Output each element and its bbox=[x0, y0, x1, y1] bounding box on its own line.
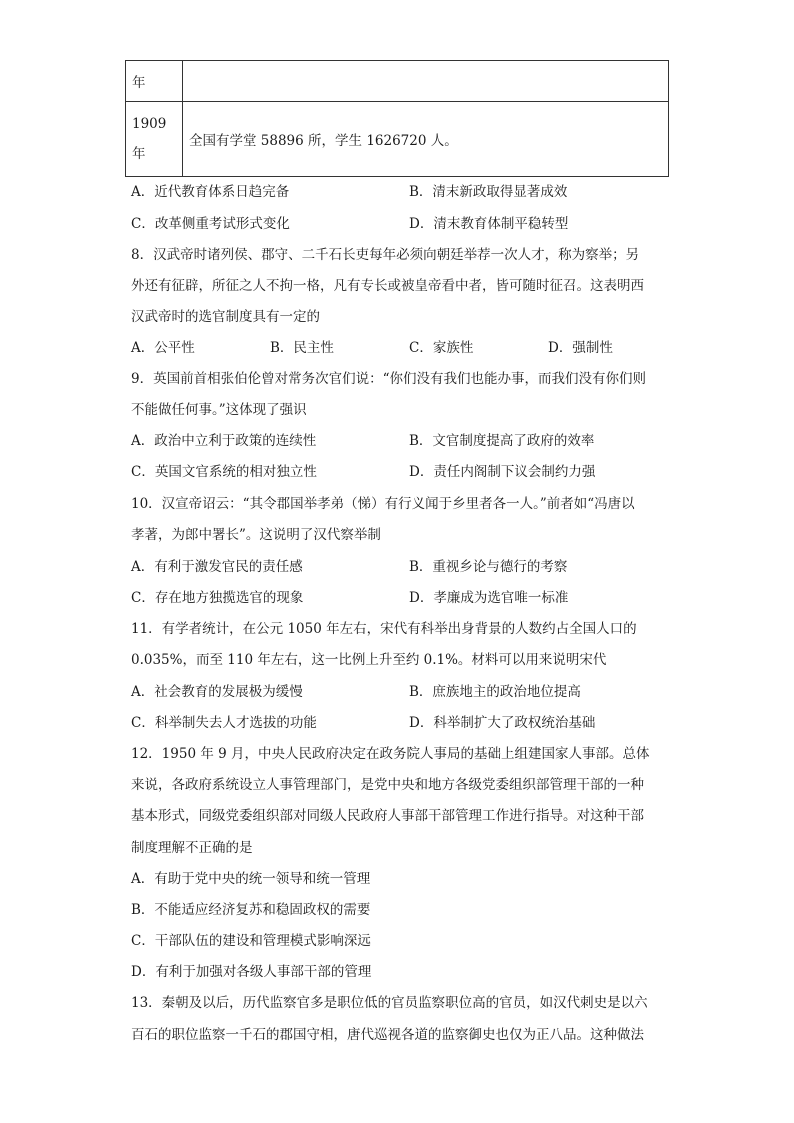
q12-stem-line: 基本形式，同级党委组织部对同级人民政府人事部干部管理工作进行指导。对这种干部 bbox=[131, 808, 644, 824]
table-row bbox=[126, 102, 669, 177]
q9-option-d: D．责任内阁制下议会制约力强 bbox=[409, 464, 596, 480]
q7-option-b: B．清末新政取得显著成效 bbox=[409, 184, 568, 200]
q9-option-b: B．文官制度提高了政府的效率 bbox=[409, 433, 595, 449]
content-cell: 全国有学堂 58896 所，学生 1626720 人。 bbox=[183, 102, 669, 177]
q11-stem-line: 0.035%，而至 110 年左右，这一比例上升至约 0.1%。材料可以用来说明宋代 bbox=[131, 652, 607, 668]
q8-stem-line: 汉武帝时的选官制度具有一定的 bbox=[131, 309, 320, 325]
q12-option-d: D．有利于加强对各级人事部干部的管理 bbox=[131, 964, 372, 980]
q12-stem-line: 来说，各政府系统设立人事管理部门，是党中央和地方各级党委组织部管理干部的一种 bbox=[131, 777, 644, 793]
q11-option-c: C．科举制失去人才选拔的功能 bbox=[131, 715, 317, 731]
q8-option-b: B．民主性 bbox=[270, 340, 334, 356]
q13-stem-line: 13．秦朝及以后，历代监察官多是职位低的官员监察职位高的官员，如汉代刺史是以六 bbox=[131, 995, 648, 1011]
year-cell: 1909 年 bbox=[126, 102, 183, 177]
q10-option-d: D．孝廉成为选官唯一标准 bbox=[409, 590, 569, 606]
education-table bbox=[125, 60, 669, 177]
q11-option-a: A．社会教育的发展极为缓慢 bbox=[131, 684, 303, 700]
q9-stem-line: 9．英国前首相张伯伦曾对常务次官们说：“你们没有我们也能办事，而我们没有你们则 bbox=[131, 371, 646, 387]
q8-stem-line: 外还有征辟，所征之人不拘一格，凡有专长或被皇帝看中者，皆可随时征召。这表明西 bbox=[131, 278, 644, 294]
q10-option-c: C．存在地方独揽选官的现象 bbox=[131, 590, 304, 606]
q11-stem-line: 11．有学者统计，在公元 1050 年左右，宋代有科举出身背景的人数约占全国人口的 bbox=[131, 621, 637, 637]
q7-option-a: A．近代教育体系日趋完备 bbox=[131, 184, 290, 200]
content-cell bbox=[183, 61, 669, 102]
q8-option-d: D．强制性 bbox=[548, 340, 613, 356]
q10-stem-line: 10．汉宣帝诏云：“其令郡国举孝弟（悌）有行义闻于乡里者各一人。”前者如“冯唐以 bbox=[131, 496, 635, 512]
q10-option-b: B．重视乡论与德行的考察 bbox=[409, 559, 568, 575]
q10-option-a: A．有利于激发官民的责任感 bbox=[131, 559, 303, 575]
q12-stem-line: 制度理解不正确的是 bbox=[131, 840, 253, 856]
q7-option-d: D．清末教育体制平稳转型 bbox=[409, 216, 569, 232]
q8-option-c: C．家族性 bbox=[409, 340, 474, 356]
q9-option-a: A．政治中立利于政策的连续性 bbox=[131, 433, 317, 449]
q10-stem-line: 孝著，为郎中署长”。这说明了汉代察举制 bbox=[131, 527, 381, 543]
q8-stem-line: 8．汉武帝时诸列侯、郡守、二千石长吏每年必须向朝廷举荐一次人才，称为察举；另 bbox=[131, 247, 640, 263]
q12-option-c: C．干部队伍的建设和管理模式影响深远 bbox=[131, 933, 371, 949]
q13-stem-line: 百石的职位监察一千石的郡国守相，唐代巡视各道的监察御史也仅为正八品。这种做法 bbox=[131, 1027, 644, 1043]
q12-option-a: A．有助于党中央的统一领导和统一管理 bbox=[131, 871, 371, 887]
q12-stem-line: 12．1950 年 9 月，中央人民政府决定在政务院人事局的基础上组建国家人事部。总体 bbox=[131, 746, 650, 762]
year-cell: 年 bbox=[126, 61, 183, 102]
q8-option-a: A．公平性 bbox=[131, 340, 195, 356]
q7-option-c: C．改革侧重考试形式变化 bbox=[131, 216, 290, 232]
q9-stem-line: 不能做任何事。”这体现了强识 bbox=[131, 402, 307, 418]
q9-option-c: C．英国文官系统的相对独立性 bbox=[131, 464, 317, 480]
table-row bbox=[126, 61, 669, 102]
q12-option-b: B．不能适应经济复苏和稳固政权的需要 bbox=[131, 902, 371, 918]
q11-option-d: D．科举制扩大了政权统治基础 bbox=[409, 715, 596, 731]
q11-option-b: B．庶族地主的政治地位提高 bbox=[409, 684, 581, 700]
